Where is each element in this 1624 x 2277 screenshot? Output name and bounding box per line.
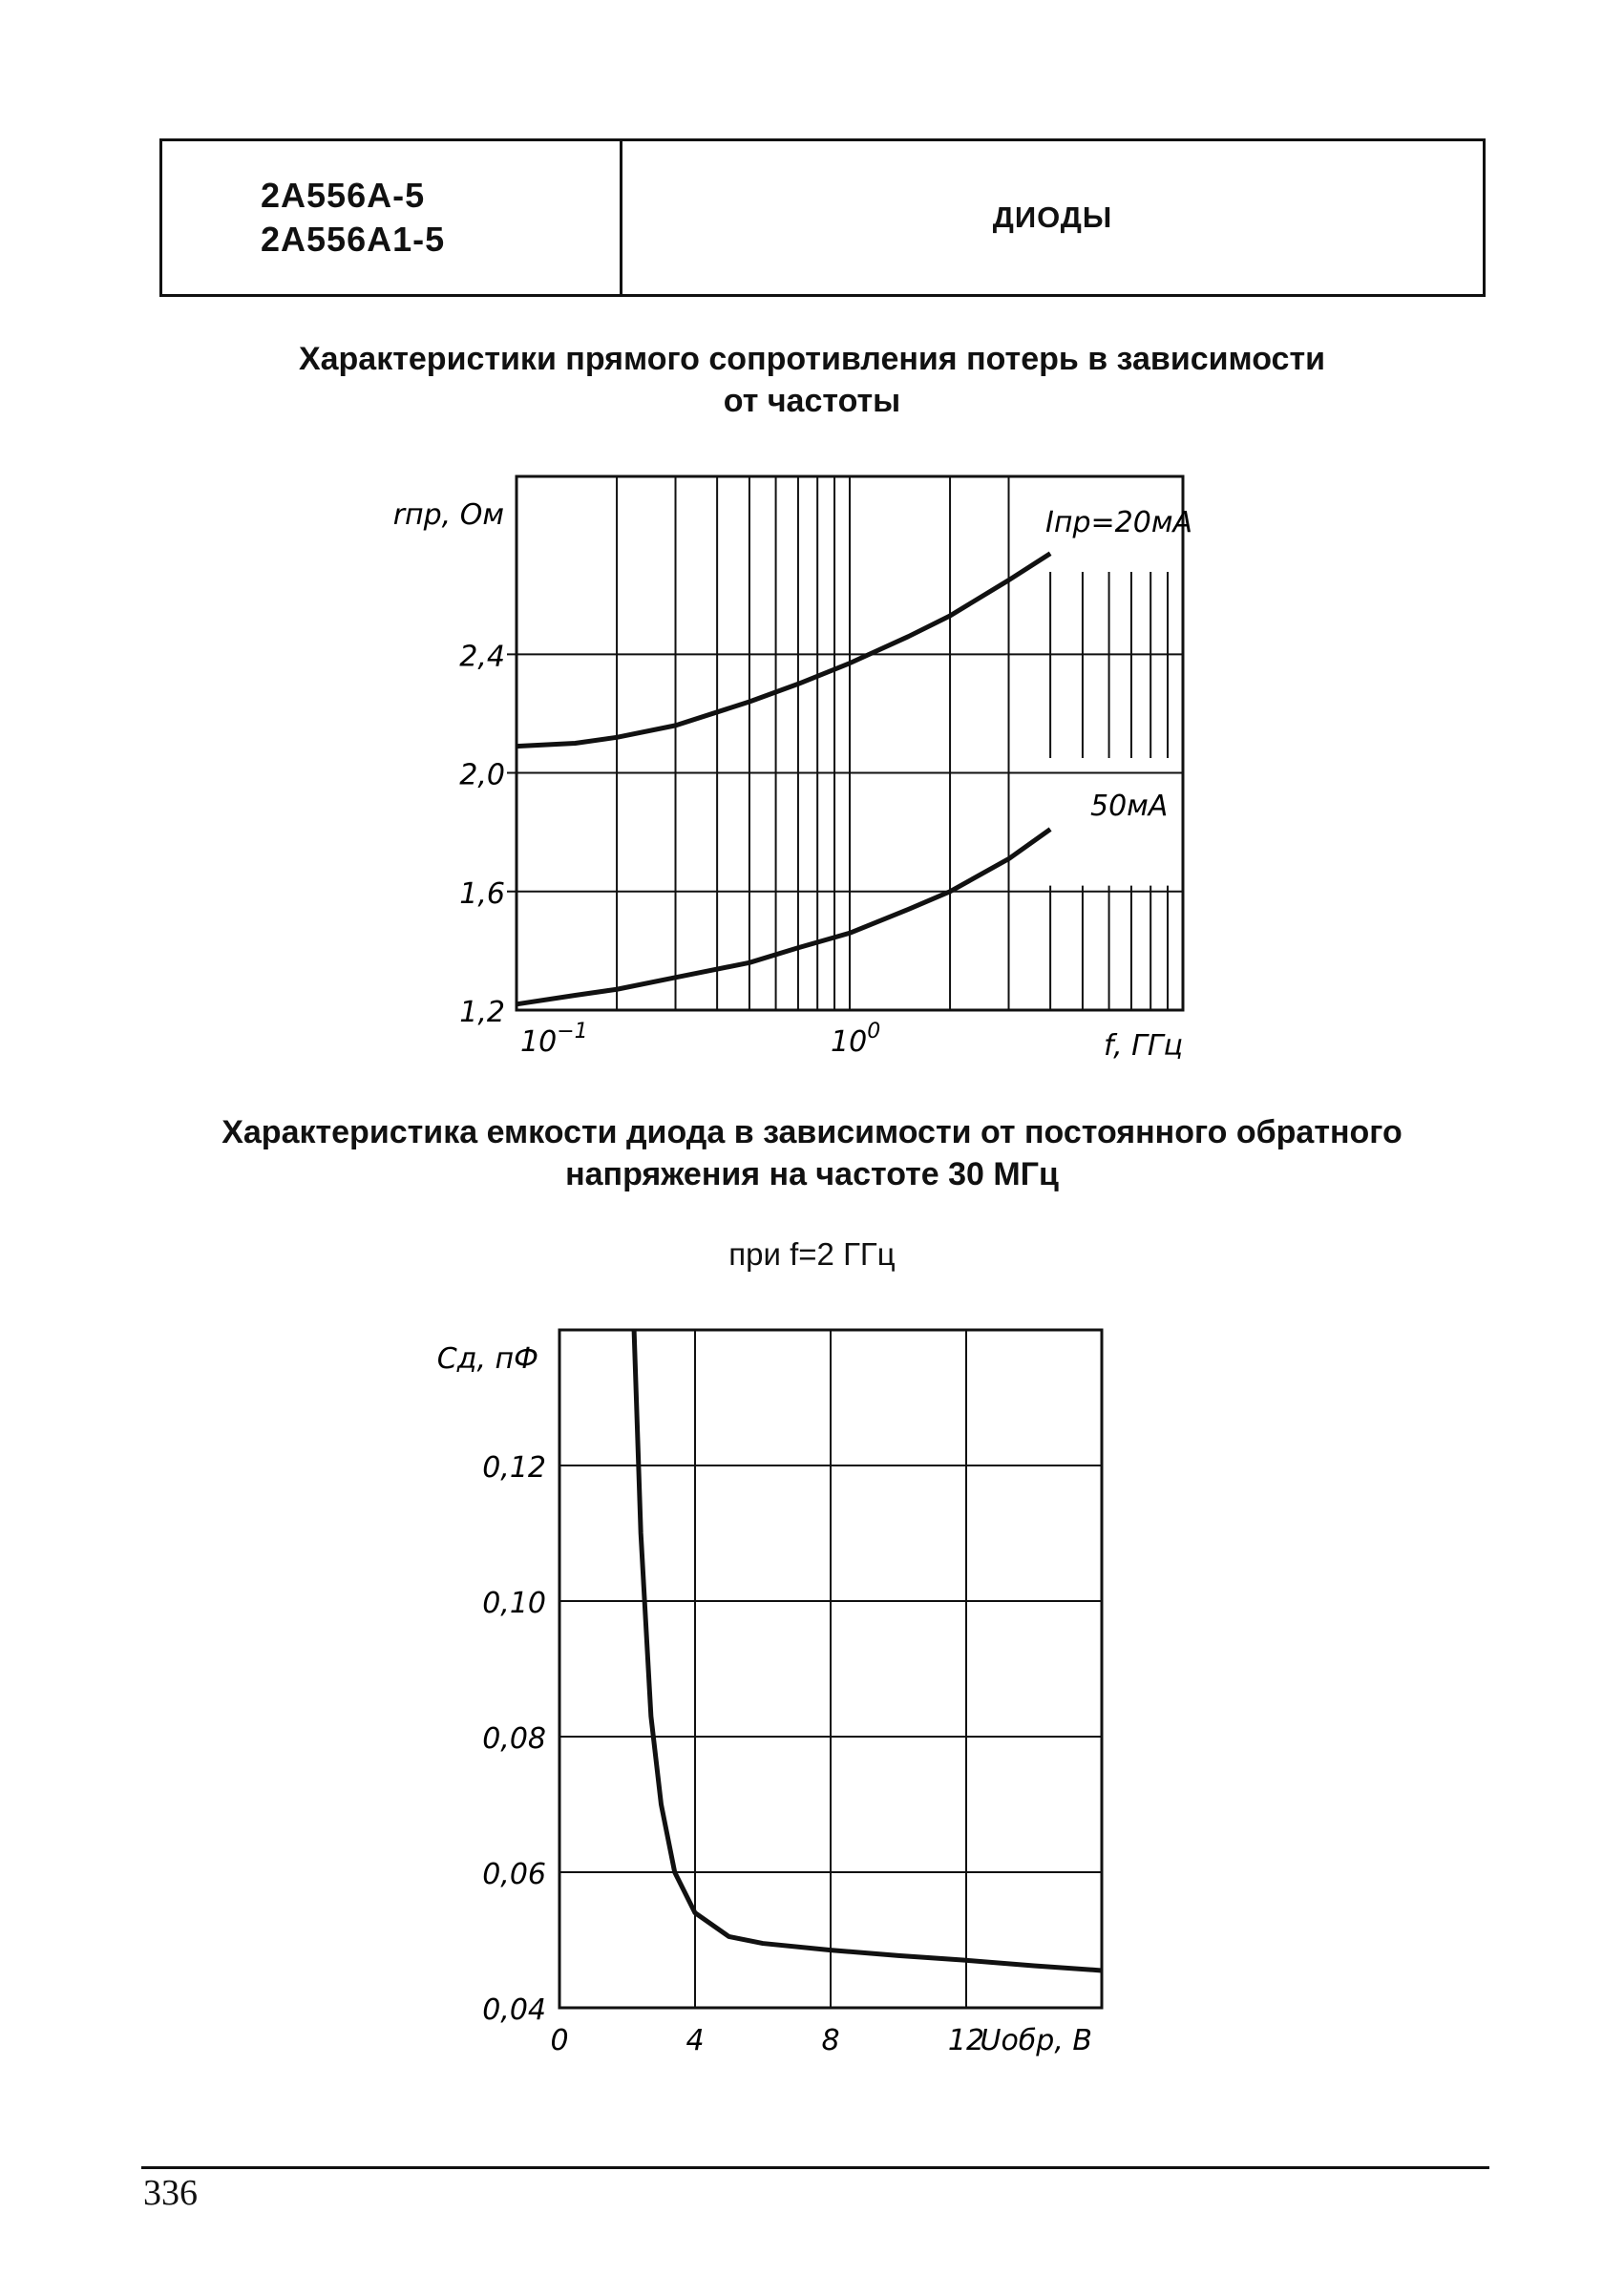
chart2-title-line2: напряжения на частоте 30 МГц	[565, 1156, 1059, 1192]
chart1-y-tick-label: 2,0	[459, 758, 505, 792]
chart1-x-tick-label: $10^0$	[831, 1020, 881, 1059]
chart2-x-axis-label: Uобр, В	[980, 2024, 1092, 2057]
chart2-x-tick-label: 12	[947, 2024, 985, 2057]
page-number: 336	[143, 2173, 198, 2213]
chart1-title-line2: от частоты	[723, 383, 901, 419]
chart2-y-tick-label: 0,08	[482, 1722, 546, 1756]
chart1-title-line1: Характеристики прямого сопротивления потерь в зависимости	[298, 341, 1326, 377]
chart1-x-tick-label: $10^{-1}$	[520, 1020, 588, 1059]
chart1-series-2-label: 50мА	[1090, 790, 1169, 823]
chart2-y-axis-label: Cд, пФ	[436, 1342, 538, 1376]
chart2-note: при f=2 ГГц	[728, 1236, 896, 1272]
chart1-y-tick-label: 1,6	[459, 876, 505, 911]
chart1-y-axis-label: rпр, Ом	[392, 498, 504, 532]
part-number-2: 2А556А1-5	[261, 220, 446, 259]
category-cell: ДИОДЫ	[992, 200, 1113, 234]
chart2-y-tick-label: 0,04	[482, 1993, 546, 2027]
chart1-y-tick-label: 2,4	[459, 640, 505, 674]
part-number-1: 2А556А-5	[261, 176, 426, 215]
chart1-series-1-line	[517, 554, 1050, 747]
chart2-x-tick-label: 0	[550, 2024, 569, 2057]
chart1-series-2-line	[517, 830, 1050, 1004]
chart1-x-axis-label: f, ГГц	[1104, 1029, 1183, 1063]
chart2-series-1-line	[634, 1330, 1102, 1971]
chart2-y-tick-label: 0,06	[482, 1858, 546, 1891]
chart2-x-tick-label: 4	[685, 2024, 705, 2057]
chart1-y-tick-label: 1,2	[459, 996, 505, 1029]
chart1-series-1-label: Iпр=20мА	[1045, 506, 1192, 539]
chart2-title-line1: Характеристика емкости диода в зависимости от постоянного обратного	[221, 1114, 1403, 1150]
chart2-y-tick-label: 0,10	[482, 1587, 546, 1620]
chart2-x-tick-label: 8	[821, 2024, 840, 2057]
footer-rule	[141, 2166, 1489, 2169]
chart2-y-tick-label: 0,12	[482, 1451, 546, 1485]
